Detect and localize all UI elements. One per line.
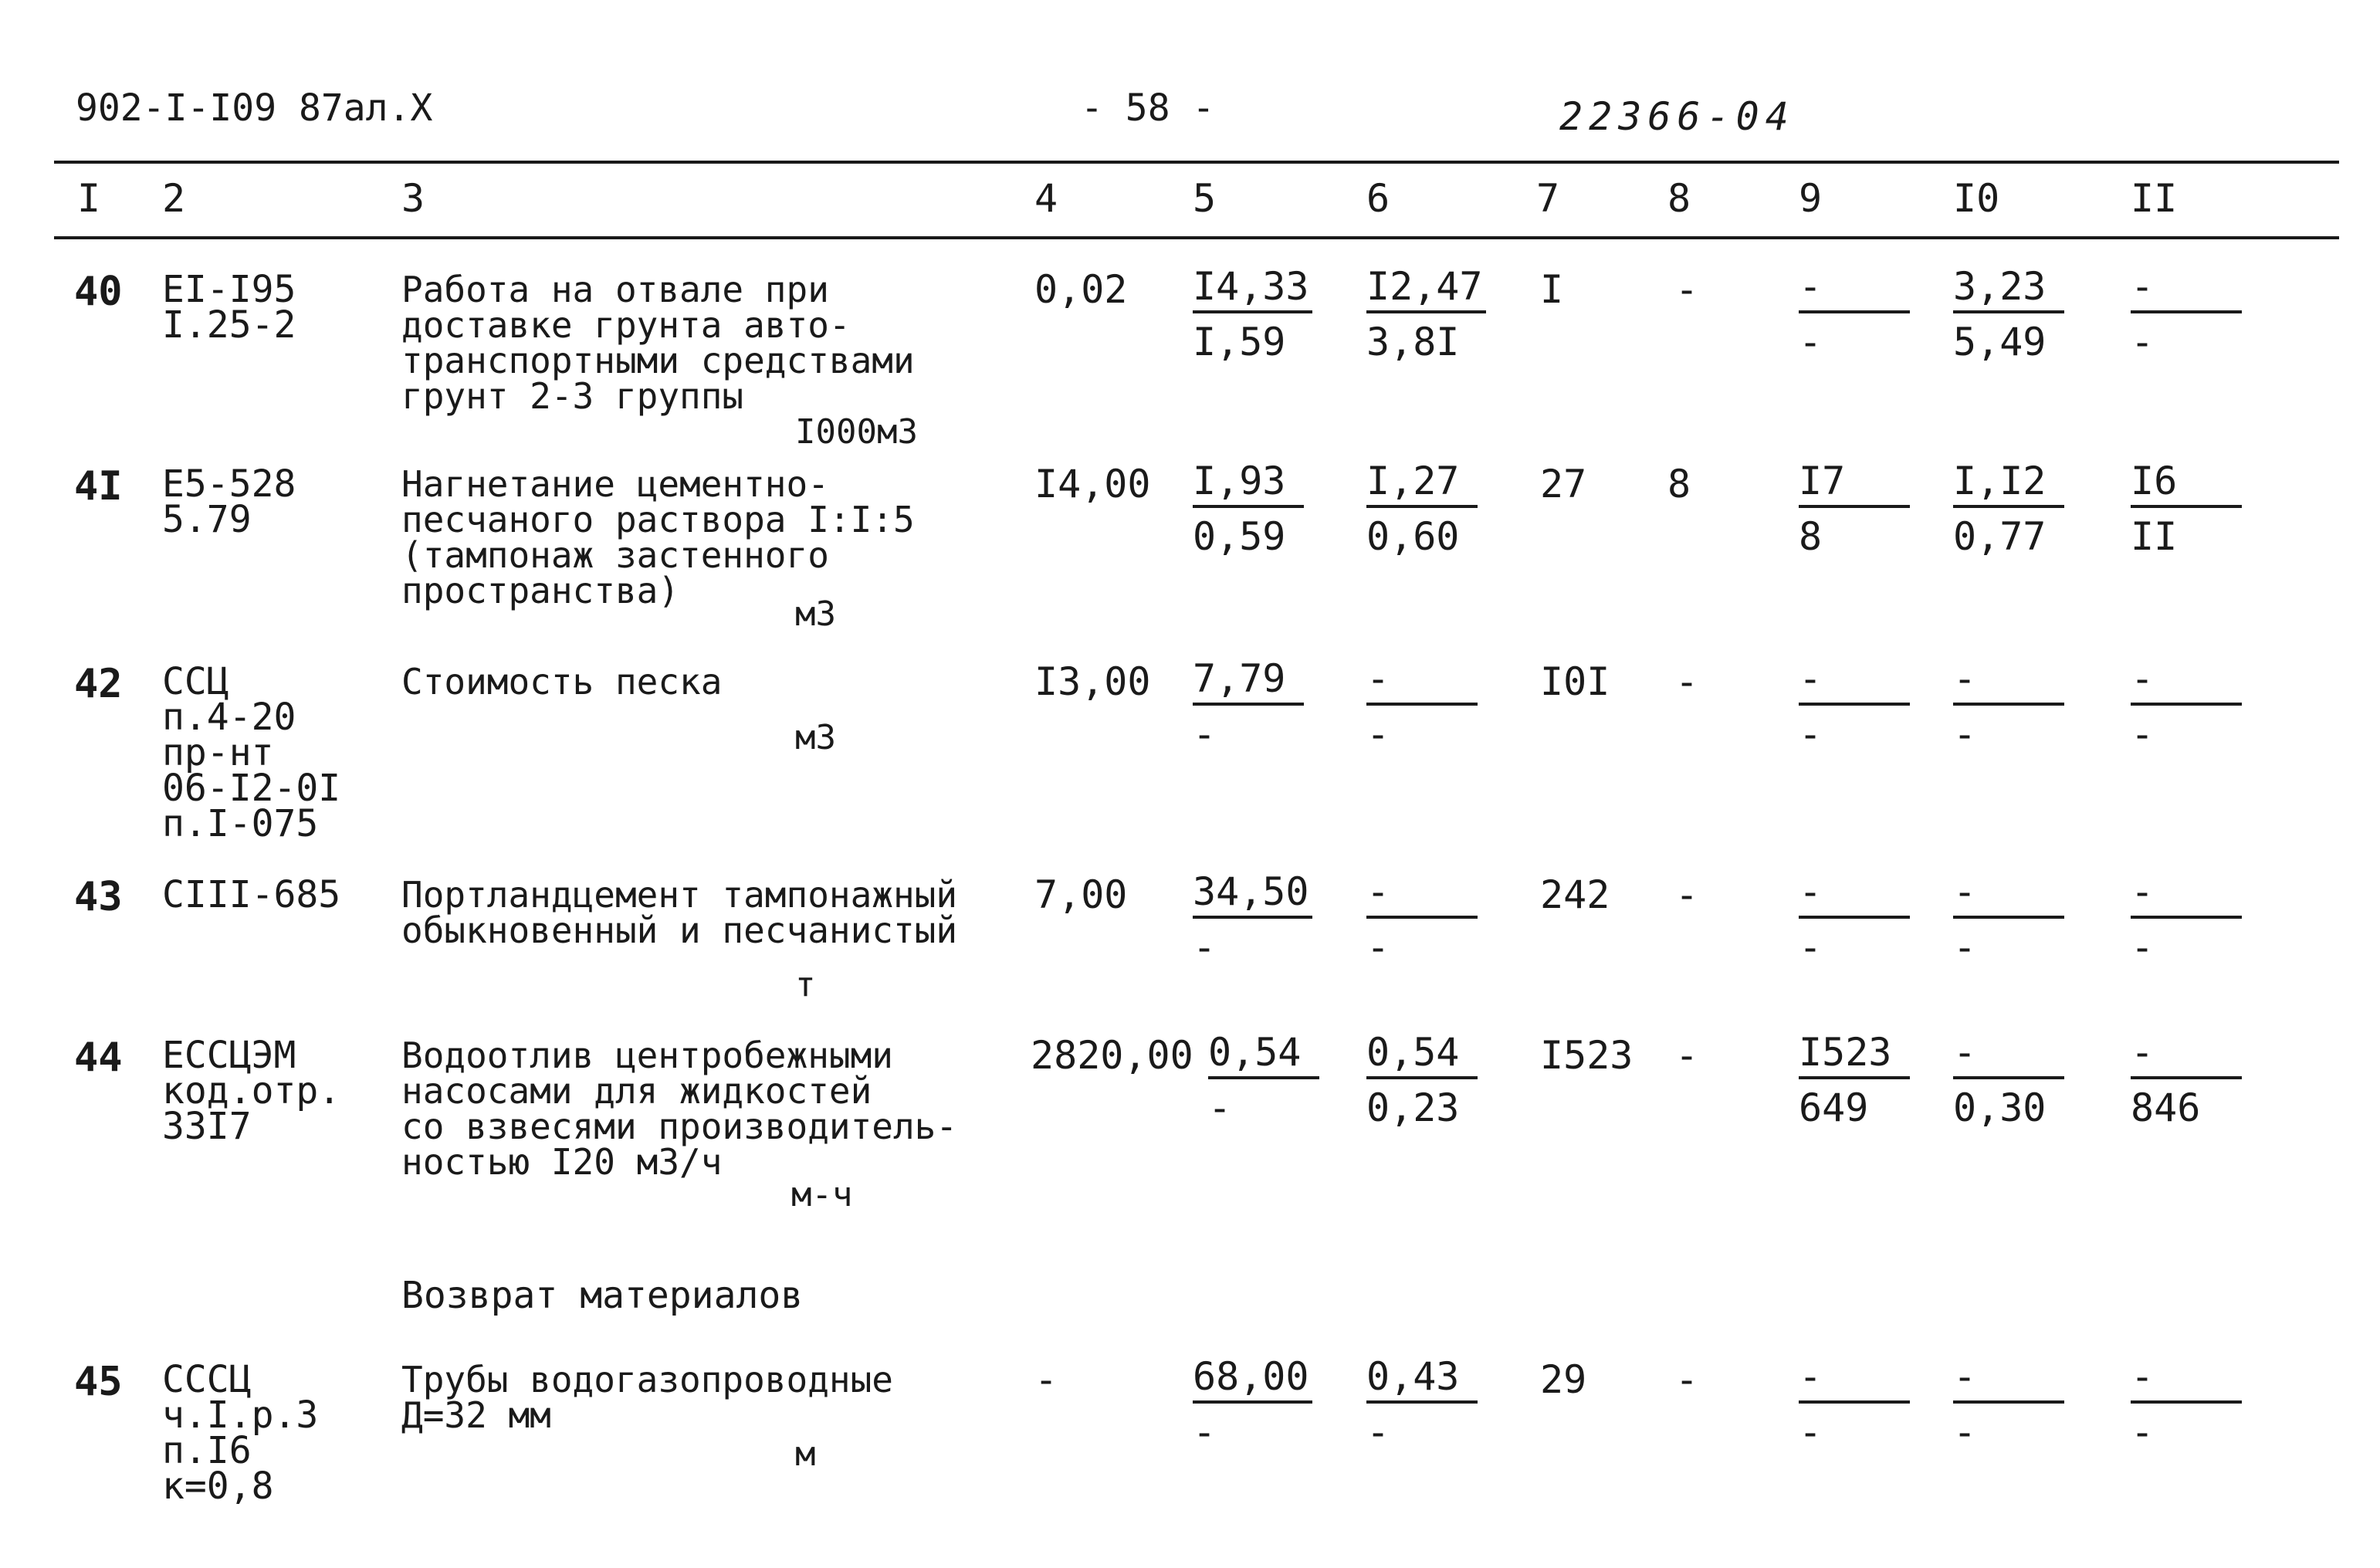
cell-bottom: - bbox=[1366, 1410, 1390, 1455]
row-code: ССЦ п.4-20 пр-нт 06-I2-0I п.I-075 bbox=[162, 660, 341, 845]
cell-bottom: - bbox=[2131, 712, 2155, 757]
cell-top: 34,50 bbox=[1193, 872, 1312, 919]
row-code: CIII-685 bbox=[162, 873, 341, 916]
cell-col5 bbox=[1193, 869, 1312, 970]
cell-col9 bbox=[1799, 869, 1910, 970]
cell-bottom: - bbox=[1953, 712, 1977, 757]
cell-col5 bbox=[1208, 1030, 1319, 1130]
cell-col10 bbox=[1953, 869, 2064, 970]
col-header-5: 5 bbox=[1193, 176, 1217, 221]
cell-bottom: - bbox=[1953, 925, 1977, 970]
row-number: 44 bbox=[74, 1035, 123, 1081]
row-number: 40 bbox=[74, 269, 123, 315]
cell-col11 bbox=[2131, 264, 2242, 364]
row-unit: т bbox=[795, 965, 816, 1004]
header-top-rule bbox=[54, 161, 2339, 164]
cell-bottom: 0,30 bbox=[1953, 1085, 2047, 1130]
cell-col5 bbox=[1193, 1354, 1312, 1455]
cell-bottom: 846 bbox=[2131, 1085, 2201, 1130]
row-quantity: 7,00 bbox=[1034, 872, 1128, 917]
cell-top: - bbox=[1953, 659, 2064, 706]
cell-col11 bbox=[2131, 869, 2242, 970]
cell-col5 bbox=[1193, 656, 1304, 757]
cell-top: 0,54 bbox=[1366, 1033, 1478, 1079]
cell-col9 bbox=[1799, 1030, 1910, 1130]
cell-bottom: II bbox=[2131, 514, 2178, 559]
row-description: Нагнетание цементно- песчаного раствора I:I:5 (тампонаж застенного пространства) bbox=[401, 463, 915, 611]
cell-bottom: 0,77 bbox=[1953, 514, 2047, 559]
cell-col8: - bbox=[1675, 1033, 1699, 1078]
cell-col6 bbox=[1366, 869, 1478, 970]
cell-top: - bbox=[2131, 872, 2242, 919]
cell-top: - bbox=[2131, 1357, 2242, 1404]
cell-top: - bbox=[2131, 659, 2242, 706]
cell-bottom: - bbox=[1193, 1410, 1217, 1455]
cell-col11 bbox=[2131, 1030, 2242, 1130]
cell-top: - bbox=[1953, 872, 2064, 919]
cell-top: - bbox=[1366, 872, 1478, 919]
row-number: 42 bbox=[74, 661, 123, 707]
cell-col11 bbox=[2131, 1354, 2242, 1455]
cell-bottom: - bbox=[1193, 712, 1217, 757]
col-header-10: I0 bbox=[1953, 176, 2000, 221]
col-header-7: 7 bbox=[1536, 176, 1560, 221]
cell-top: 7,79 bbox=[1193, 659, 1304, 706]
row-unit: м3 bbox=[795, 718, 836, 757]
cell-bottom: 0,59 bbox=[1193, 514, 1286, 559]
cell-bottom: 0,23 bbox=[1366, 1085, 1460, 1130]
col-header-2: 2 bbox=[162, 176, 186, 221]
cell-col8: - bbox=[1675, 267, 1699, 312]
cell-top: - bbox=[1953, 1033, 2064, 1079]
cell-col6 bbox=[1366, 1354, 1478, 1455]
cell-bottom: - bbox=[1799, 1410, 1823, 1455]
col-header-9: 9 bbox=[1799, 176, 1823, 221]
cell-col8: - bbox=[1675, 659, 1699, 704]
cell-bottom: 8 bbox=[1799, 514, 1823, 559]
document-code: 902-I-I09 87ал.Х bbox=[76, 86, 433, 130]
cell-top: I,27 bbox=[1366, 462, 1478, 508]
cell-bottom: - bbox=[2131, 320, 2155, 364]
cell-top: 0,43 bbox=[1366, 1357, 1478, 1404]
cell-top: 0,54 bbox=[1208, 1033, 1319, 1079]
cell-col6 bbox=[1366, 264, 1486, 364]
cell-top: I,I2 bbox=[1953, 462, 2064, 508]
row-number: 43 bbox=[74, 874, 123, 920]
cell-top: I,93 bbox=[1193, 462, 1304, 508]
cell-top: I523 bbox=[1799, 1033, 1910, 1079]
row-quantity: 2820,00 bbox=[1031, 1033, 1193, 1078]
cell-col7: 242 bbox=[1540, 872, 1610, 917]
cell-top: I2,47 bbox=[1366, 267, 1486, 313]
row-quantity: 0,02 bbox=[1034, 267, 1128, 312]
cell-col10 bbox=[1953, 459, 2064, 559]
cell-col8: 8 bbox=[1667, 462, 1691, 506]
cell-col6 bbox=[1366, 459, 1478, 559]
cell-col10 bbox=[1953, 264, 2064, 364]
cell-col7: I bbox=[1540, 267, 1564, 312]
cell-bottom: - bbox=[2131, 925, 2155, 970]
cell-bottom: - bbox=[1799, 320, 1823, 364]
cell-col9 bbox=[1799, 1354, 1910, 1455]
cell-bottom: 5,49 bbox=[1953, 320, 2047, 364]
row-code: СССЦ ч.I.р.3 п.I6 к=0,8 bbox=[162, 1358, 319, 1508]
cell-bottom: 3,8I bbox=[1366, 320, 1460, 364]
cell-top: - bbox=[2131, 267, 2242, 313]
row-number: 45 bbox=[74, 1359, 123, 1405]
cell-col7: I0I bbox=[1540, 659, 1610, 704]
cell-bottom: - bbox=[1799, 925, 1823, 970]
cell-col5 bbox=[1193, 459, 1304, 559]
cell-bottom: - bbox=[2131, 1410, 2155, 1455]
col-header-1: I bbox=[77, 176, 101, 221]
row-quantity: I4,00 bbox=[1034, 462, 1151, 506]
section-heading: Возврат материалов bbox=[401, 1274, 804, 1317]
row-code: E5-528 5.79 bbox=[162, 462, 296, 541]
cell-col8: - bbox=[1675, 872, 1699, 917]
row-number: 4I bbox=[74, 463, 123, 510]
cell-col10 bbox=[1953, 656, 2064, 757]
cell-col5 bbox=[1193, 264, 1312, 364]
cell-top: - bbox=[2131, 1033, 2242, 1079]
row-code: ЕССЦЭМ код.отр. 33I7 bbox=[162, 1034, 341, 1148]
cell-top: - bbox=[1799, 659, 1910, 706]
cell-top: - bbox=[1799, 267, 1910, 313]
cell-bottom: - bbox=[1953, 1410, 1977, 1455]
cell-col11 bbox=[2131, 459, 2242, 559]
row-description: Водоотлив центробежными насосами для жидкостей со взвесями производитель- ностью I20 м3/ч bbox=[401, 1035, 958, 1183]
row-quantity: - bbox=[1034, 1357, 1058, 1402]
cell-top: 68,00 bbox=[1193, 1357, 1312, 1404]
cell-bottom: 649 bbox=[1799, 1085, 1869, 1130]
page-number: - 58 - bbox=[1081, 86, 1215, 130]
cell-col6 bbox=[1366, 1030, 1478, 1130]
header-bottom-rule bbox=[54, 236, 2339, 239]
cell-bottom: - bbox=[1193, 925, 1217, 970]
cell-col9 bbox=[1799, 656, 1910, 757]
row-description: Портландцемент тампонажный обыкновенный и песчанистый bbox=[401, 874, 958, 951]
cell-top: 3,23 bbox=[1953, 267, 2064, 313]
cell-bottom: I,59 bbox=[1193, 320, 1286, 364]
col-header-8: 8 bbox=[1667, 176, 1691, 221]
row-quantity: I3,00 bbox=[1034, 659, 1151, 704]
cell-top: - bbox=[1953, 1357, 2064, 1404]
col-header-6: 6 bbox=[1366, 176, 1390, 221]
cell-top: - bbox=[1799, 872, 1910, 919]
col-header-11: II bbox=[2131, 176, 2178, 221]
cell-bottom: - bbox=[1366, 925, 1390, 970]
cell-col8: - bbox=[1675, 1357, 1699, 1402]
cell-col10 bbox=[1953, 1354, 2064, 1455]
cell-col10 bbox=[1953, 1030, 2064, 1130]
cell-bottom: - bbox=[1208, 1085, 1232, 1130]
cell-top: I6 bbox=[2131, 462, 2242, 508]
cell-col7: 27 bbox=[1540, 462, 1587, 506]
row-description: Работа на отвале при доставке грунта авто- транспортными средствами грунт 2-3 группы bbox=[401, 269, 915, 417]
row-unit: м-ч bbox=[791, 1175, 853, 1214]
cell-col9 bbox=[1799, 264, 1910, 364]
col-header-3: 3 bbox=[401, 176, 425, 221]
cell-col11 bbox=[2131, 656, 2242, 757]
row-unit: м bbox=[795, 1434, 816, 1474]
cell-bottom: - bbox=[1799, 712, 1823, 757]
document-stamp: 22366-04 bbox=[1559, 94, 1795, 139]
col-header-4: 4 bbox=[1034, 176, 1058, 221]
cell-col7: I523 bbox=[1540, 1033, 1633, 1078]
cell-top: - bbox=[1799, 1357, 1910, 1404]
row-code: EI-I95 I.25-2 bbox=[162, 268, 296, 347]
cell-col6 bbox=[1366, 656, 1478, 757]
row-unit: м3 bbox=[795, 594, 836, 634]
row-description: Трубы водогазопроводные Д=32 мм bbox=[401, 1359, 893, 1436]
cell-col7: 29 bbox=[1540, 1357, 1587, 1402]
row-unit: I000м3 bbox=[795, 412, 918, 452]
cell-top: I4,33 bbox=[1193, 267, 1312, 313]
cell-top: - bbox=[1366, 659, 1478, 706]
cell-top: I7 bbox=[1799, 462, 1910, 508]
cell-bottom: - bbox=[1366, 712, 1390, 757]
cell-col9 bbox=[1799, 459, 1910, 559]
cell-bottom: 0,60 bbox=[1366, 514, 1460, 559]
row-description: Стоимость песка bbox=[401, 661, 723, 703]
